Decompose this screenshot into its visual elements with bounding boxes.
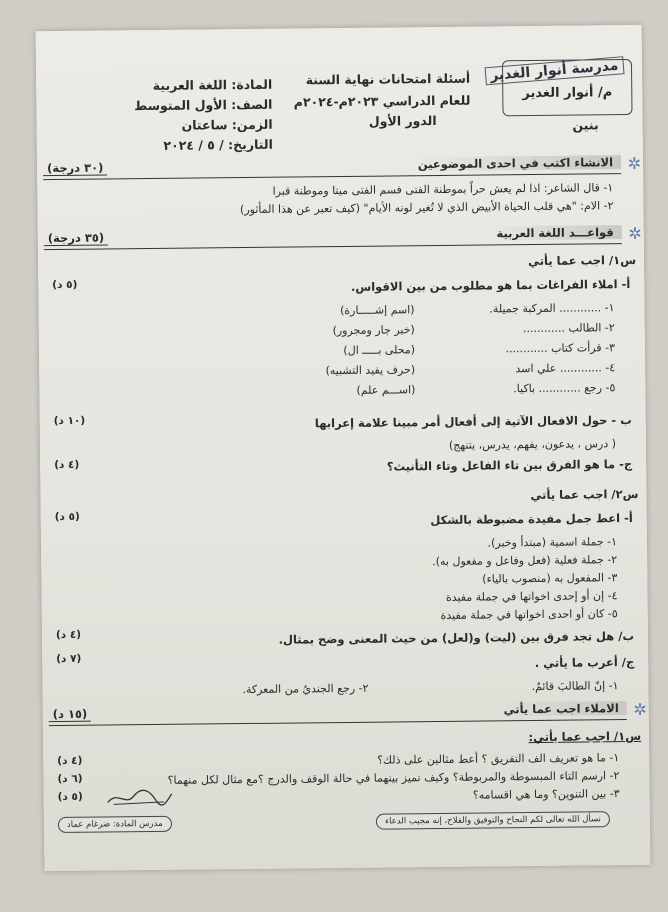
academic-year: للعام الدراسي ٢٠٢٣م-٢٠٢٤م — [293, 92, 471, 110]
fill-item-4-hint: (حرف يفيد التشبيه) — [325, 363, 416, 378]
dictation-item-2-marks: (٦ د) — [57, 772, 83, 786]
grammar-q1-heading: س١/ اجب عما يأتي — [527, 252, 637, 269]
section-grammar-banner — [44, 223, 642, 250]
section-dictation-score: (١٥ د) — [49, 707, 92, 722]
section-composition-banner — [43, 153, 642, 180]
grammar-q1a-heading: أ- املاء الفراغات بما هو مطلوب من بين الاقواس. — [350, 276, 631, 294]
dictation-item-1: ١- ما هو تعريف الف التفريق ؟ أعط مثالين على ذلك؟ — [377, 751, 620, 767]
section-grammar-score: (٣٥ درجة) — [44, 230, 109, 246]
sentence-item-2: ٢- جملة فعلية (فعل وفاعل و مفعول به). — [432, 553, 618, 569]
fill-item-5: ٥- رجع ............ باكيا. — [513, 381, 616, 396]
fill-item-5-hint: (اســـم علم) — [356, 383, 416, 397]
sentence-item-3: ٣- المفعول به (منصوب بالياء) — [482, 571, 618, 586]
exam-sheet — [36, 25, 651, 871]
subject-label: المادة: اللغة العربية — [152, 76, 273, 93]
grammar-q2c-marks: (٧ د) — [56, 652, 82, 666]
section-grammar-title: قواعـــد اللغة العربية — [488, 225, 621, 240]
grammar-q2a-marks: (٥ د) — [54, 510, 80, 524]
fill-item-2-hint: (خبر جار ومجرور) — [332, 323, 415, 338]
dictation-item-3: ٣- بين التنوين؟ وما هي اقسامه؟ — [472, 787, 620, 802]
section-composition-title: الانشاء اكتب في احدى الموضوعين — [410, 155, 621, 171]
grammar-q2a-heading: أ- اعط جمل مفيدة مضبوطة بالشكل — [430, 510, 633, 528]
dictation-q1-heading: س١/ اجب عما يأتي: — [528, 728, 642, 745]
parse-item-1: ١- إنّ الطالبَ قائمٌ. — [531, 679, 619, 694]
grammar-q1c-heading: ج- ما هو الفرق بين تاء الفاعل وتاء التأنيث؟ — [386, 456, 633, 474]
fill-item-4: ٤- ............ علي اسد — [515, 361, 616, 376]
star-icon: ✲ — [627, 153, 642, 174]
exam-title: أسئلة امتحانات نهاية السنة — [305, 70, 471, 88]
school-stamp: مدرسة أنوار الغدير — [485, 56, 625, 85]
dictation-item-1-marks: (٤ د) — [57, 754, 83, 768]
grade-label: الصف: الأول المتوسط — [134, 96, 273, 114]
grammar-q1b-heading: ب - حول الافعال الآتية إلى أفعال أمر مبينا علامة إعرابها — [314, 412, 632, 431]
composition-topic-2: ٢- الام: "هي قلب الحياة الأبيض الذي لا تُغير لونه الأيام" (كيف تعبر عن هذا المأثور) — [239, 199, 614, 217]
teacher-name: مدرس المادة: ضرغام عماد — [58, 816, 172, 833]
grammar-q1c-marks: (٤ د) — [54, 458, 80, 472]
grammar-q2-heading: س٢/ اجب عما يأتي — [530, 486, 639, 503]
grammar-q2b-marks: (٤ د) — [55, 628, 82, 642]
fill-item-3-hint: (محلى بـــــ ال) — [343, 343, 416, 357]
section-composition-score: (٣٠ درجة) — [43, 160, 108, 176]
date-label: التاريخ: / ٥ / ٢٠٢٤ — [163, 136, 273, 153]
fill-item-2: ٢- الطالب ............ — [522, 321, 615, 336]
exam-round: الدور الأول — [368, 113, 437, 129]
teacher-signature-icon — [104, 786, 174, 809]
footer-wish: نسأل الله تعالى لكم النجاح والتوفيق والفلاح، إنه مجيب الدعاء — [376, 811, 610, 829]
verbs-list: ( درس ، يدعون، يفهم، يدرس، يتنهج) — [448, 437, 617, 452]
fill-item-1: ١- ............ المركبة جميلة. — [489, 301, 615, 316]
section-dictation-banner — [49, 699, 647, 726]
dictation-item-2: ٢- ارسم التاء المبسوطة والمربوطة؟ وكيف تميز بينهما في حالة الوقف والدرج ؟مع مثال لكل منهما؟ — [167, 769, 620, 787]
composition-topic-1: ١- قال الشاعر: اذا لم يعش حراً بموطنة الفتى فسم الفتى ميتا وموطنة قبرا — [272, 181, 614, 198]
grammar-q2c-heading: ج/ أعرب ما يأتي . — [534, 654, 635, 671]
grammar-q1a-marks: (٥ د) — [52, 278, 78, 292]
sentence-item-1: ١- جملة اسمية (مبتدأ وخبر). — [487, 535, 618, 550]
sentence-item-4: ٤- إن أو إحدى اخواتها في جملة مفيدة — [445, 589, 618, 604]
grammar-q2b-heading: ب/ هل تجد فرق بين (ليت) و(لعل) من حيث المعنى وضح بمثال. — [278, 628, 635, 647]
sentence-item-5: ٥- كان أو احدى اخواتها في جملة مفيدة — [440, 607, 618, 622]
school-name: م/ أنوار الغدير — [522, 85, 613, 102]
dictation-item-3-marks: (٥ د) — [57, 790, 83, 804]
star-icon: ✲ — [628, 223, 642, 243]
boys-label: بنين — [572, 117, 599, 133]
fill-item-3: ٣- قرأت كتاب ............ — [505, 341, 616, 356]
time-label: الزمن: ساعتان — [181, 116, 273, 133]
star-icon: ✲ — [633, 699, 647, 719]
fill-item-1-hint: (اسم إشـــــارة) — [339, 303, 415, 318]
section-dictation-title: الاملاء اجب عما يأتي — [496, 701, 627, 716]
grammar-q1b-marks: (١٠ د) — [53, 414, 86, 428]
parse-item-2: ٢- رجع الجنديُ من المعركة. — [242, 681, 369, 697]
